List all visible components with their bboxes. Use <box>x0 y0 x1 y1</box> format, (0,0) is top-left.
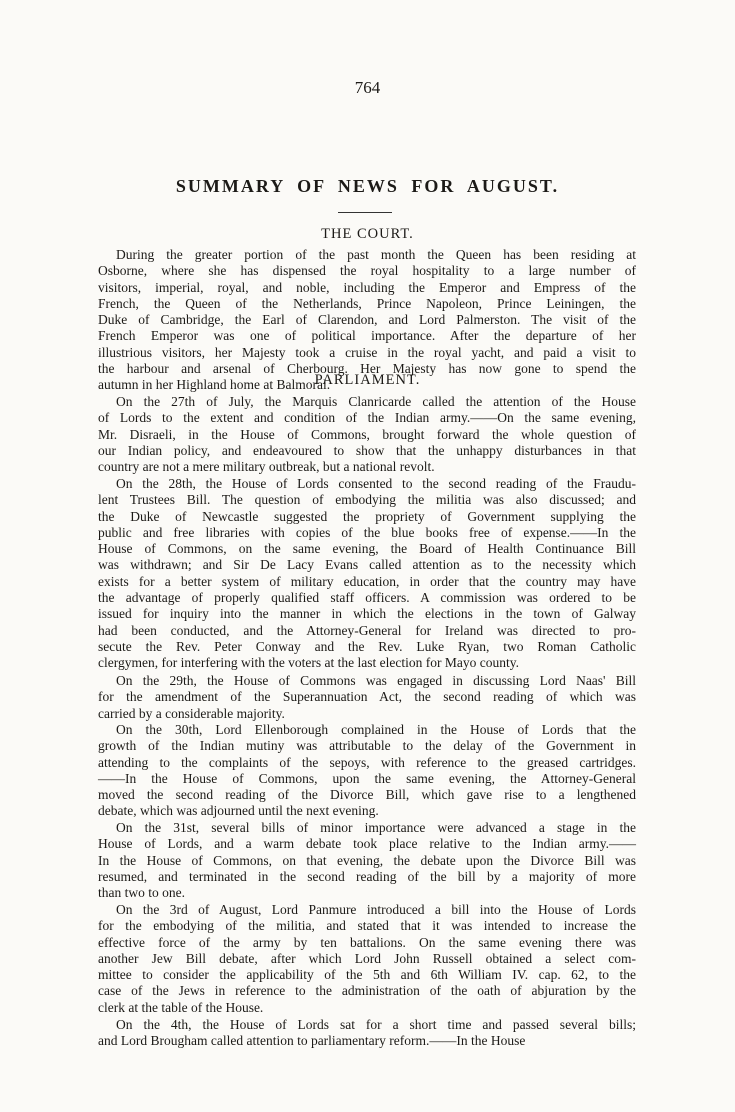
text-line: another Jew Bill debate, after which Lord John Russell obtained a select com- <box>98 950 636 966</box>
page-number: 764 <box>354 78 381 97</box>
text-line: autumn in her Highland home at Balmoral. <box>98 377 331 393</box>
text-line: House of Commons, on the same evening, the Board of Health Continuance Bill <box>98 541 636 557</box>
text-line: moved the second reading of the Divorce Bill, which gave rise to a lengthened <box>98 787 636 803</box>
text-line: ——In the House of Commons, upon the same evening, the Attorney-General <box>98 770 636 786</box>
paragraph <box>98 673 636 722</box>
text-line: our Indian policy, and endeavoured to show that the unhappy disturbances in that <box>98 442 636 458</box>
text-line: and Lord Brougham called attention to parliamentary reform.——In the House <box>98 1033 526 1049</box>
text-line: exists for a better system of military education, in order that the country may have <box>98 573 636 589</box>
paragraph <box>98 722 636 820</box>
text-line: lent Trustees Bill. The question of embodying the militia was also discussed; and <box>98 492 636 508</box>
text-line: attending to the complaints of the sepoys, with reference to the greased cartridges. <box>98 754 636 770</box>
text-line: resumed, and terminated in the second reading of the bill by a majority of more <box>98 868 636 884</box>
text-line: case of the Jews in reference to the administration of the oath of abjuration by the <box>98 983 636 999</box>
text-line: debate, which was adjourned until the next evening. <box>98 803 379 819</box>
text-line: On the 4th, the House of Lords sat for a short time and passed several bills; <box>116 1017 636 1032</box>
text-line: In the House of Commons, on that evening, the debate upon the Divorce Bill was <box>98 852 636 868</box>
text-line: than two to one. <box>98 885 185 901</box>
text-line: During the greater portion of the past month the Queen has been residing at <box>116 247 636 262</box>
text-line: effective force of the army by ten battalions. On the same evening there was <box>98 934 636 950</box>
paragraph <box>98 1017 636 1050</box>
text-line: On the 28th, the House of Lords consented to the second reading of the Fraudu- <box>116 476 636 491</box>
title-divider <box>338 212 392 213</box>
text-line: clergymen, for interfering with the voters at the last election for Mayo county. <box>98 655 519 671</box>
text-line: secute the Rev. Peter Conway and the Rev. Luke Ryan, two Roman Catholic <box>98 638 636 654</box>
text-line: mittee to consider the applicability of the 5th and 6th William IV. cap. 62, to the <box>98 967 636 983</box>
text-line: On the 3rd of August, Lord Panmure introduced a bill into the House of Lords <box>116 902 636 917</box>
text-line: On the 27th of July, the Marquis Clanricarde called the attention of the House <box>116 394 636 409</box>
text-line: was withdrawn; and Sir De Lacy Evans called attention as to the necessity which <box>98 557 636 573</box>
text-line: Osborne, where she has dispensed the royal hospitality to a large number of <box>98 263 636 279</box>
text-line: French Emperor was one of political importance. After the departure of her <box>98 328 636 344</box>
text-line: the advantage of properly qualified staff officers. A commission was ordered to be <box>98 590 636 606</box>
text-line: illustrious visitors, her Majesty took a cruise in the royal yacht, and paid a visit to <box>98 344 636 360</box>
text-line: On the 31st, several bills of minor importance were advanced a stage in the <box>116 820 636 835</box>
section-heading: PARLIAMENT. <box>314 372 421 388</box>
text-line: House of Lords, and a warm debate took place relative to the Indian army.—— <box>98 836 636 852</box>
text-line: of Lords to the extent and condition of the Indian army.——On the same evening, <box>98 410 636 426</box>
text-line: public and free libraries with copies of the blue books free of expense.——In the <box>98 524 636 540</box>
text-line: issued for inquiry into the manner in which the elections in the town of Galway <box>98 606 636 622</box>
text-line: country are not a mere military outbreak, but a national revolt. <box>98 459 435 475</box>
paragraph <box>98 476 636 672</box>
page-title: SUMMARY OF NEWS FOR AUGUST. <box>175 176 560 196</box>
text-line: growth of the Indian mutiny was attributable to the delay of the Government in <box>98 738 636 754</box>
text-line: carried by a considerable majority. <box>98 705 285 721</box>
text-line: had been conducted, and the Attorney-General for Ireland was directed to pro- <box>98 622 636 638</box>
text-line: On the 30th, Lord Ellenborough complained in the House of Lords that the <box>116 722 636 737</box>
text-line: for the amendment of the Superannuation Act, the second reading of which was <box>98 689 636 705</box>
paragraph <box>98 902 636 1016</box>
paragraph <box>98 820 636 901</box>
text-line: the harbour and arsenal of Cherbourg. Her Majesty has now gone to spend the <box>98 361 636 377</box>
text-line: the Duke of Newcastle suggested the propriety of Government supplying the <box>98 508 636 524</box>
text-line: clerk at the table of the House. <box>98 999 264 1015</box>
text-line: Mr. Disraeli, in the House of Commons, brought forward the whole question of <box>98 426 636 442</box>
text-line: for the embodying of the militia, and stated that it was intended to increase the <box>98 918 636 934</box>
section-heading: THE COURT. <box>321 226 414 242</box>
text-line: French, the Queen of the Netherlands, Prince Napoleon, Prince Leiningen, the <box>98 295 636 311</box>
text-line: Duke of Cambridge, the Earl of Clarendon, and Lord Palmerston. The visit of the <box>98 312 636 328</box>
paragraph <box>98 394 636 475</box>
text-line: On the 29th, the House of Commons was engaged in discussing Lord Naas' Bill <box>116 673 636 688</box>
text-line: visitors, imperial, royal, and noble, including the Emperor and Empress of the <box>98 279 636 295</box>
